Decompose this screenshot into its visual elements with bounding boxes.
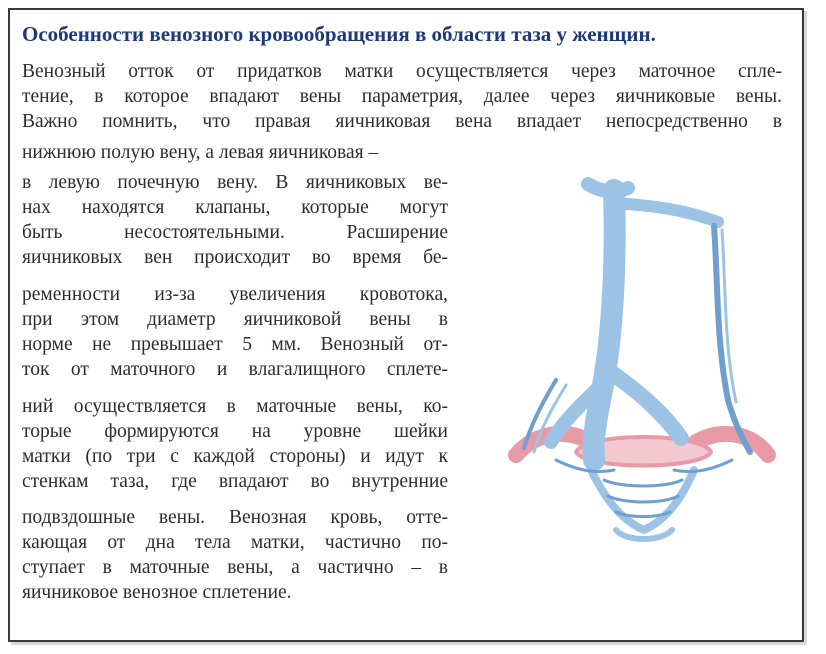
- article-heading: Особенности венозного кровообращения в области таза у женщин.: [22, 22, 656, 46]
- text-line: ток от маточного и влагалищного сплете-: [22, 359, 448, 380]
- renal-vein-shape: [626, 204, 718, 222]
- text-line: Венозный отток от придатков матки осуществляется через маточное спле-: [22, 61, 782, 82]
- vena-cava-shape: [593, 190, 614, 460]
- right-iliac-shape: [608, 370, 681, 438]
- text-line: подвздошные вены. Венозная кровь, отте-: [22, 507, 448, 528]
- text-line: торые формируются на уровне шейки: [22, 421, 448, 442]
- text-line: норме не превышает 5 мм. Венозный от-: [22, 334, 448, 355]
- text-line: яичниковое венозное сплетение.: [22, 582, 292, 603]
- uterine-plexus-shape: [608, 496, 678, 502]
- text-line: Важно помнить, что правая яичниковая вена впадает непосредственно в: [22, 111, 782, 132]
- uterine-plexus-shape: [591, 470, 694, 530]
- uterine-plexus-shape: [604, 480, 682, 486]
- text-line: при этом диаметр яичниковой вены в: [22, 309, 448, 330]
- text-line: ний осуществляется в маточные вены, ко-: [22, 396, 448, 417]
- text-line: матки (по три с каждой стороны) и идут к: [22, 446, 448, 467]
- text-line: нах находятся клапаны, которые могут: [22, 197, 448, 218]
- text-line: быть несостоятельными. Расширение: [22, 222, 448, 243]
- right-ovarian-vein-shape: [714, 226, 750, 452]
- text-line: нижнюю полую вену, а левая яичниковая –: [22, 142, 379, 163]
- text-line: стенкам таза, где впадают во внутренние: [22, 471, 448, 492]
- top-branch-shape: [588, 184, 628, 191]
- text-line: ступает в маточные вены, а частично – в: [22, 557, 448, 578]
- text-line: ременности из-за увеличения кровотока,: [22, 284, 448, 305]
- text-line: в левую почечную вену. В яичниковых ве-: [22, 172, 448, 193]
- text-line: тение, в которое впадают вены параметрия, далее через яичниковые вены.: [22, 86, 782, 107]
- text-line: кающая от дна тела матки, частично по-: [22, 532, 448, 553]
- pelvic-veins-illustration: [496, 170, 794, 565]
- text-line: яичниковых вен происходит во время бе-: [22, 247, 448, 268]
